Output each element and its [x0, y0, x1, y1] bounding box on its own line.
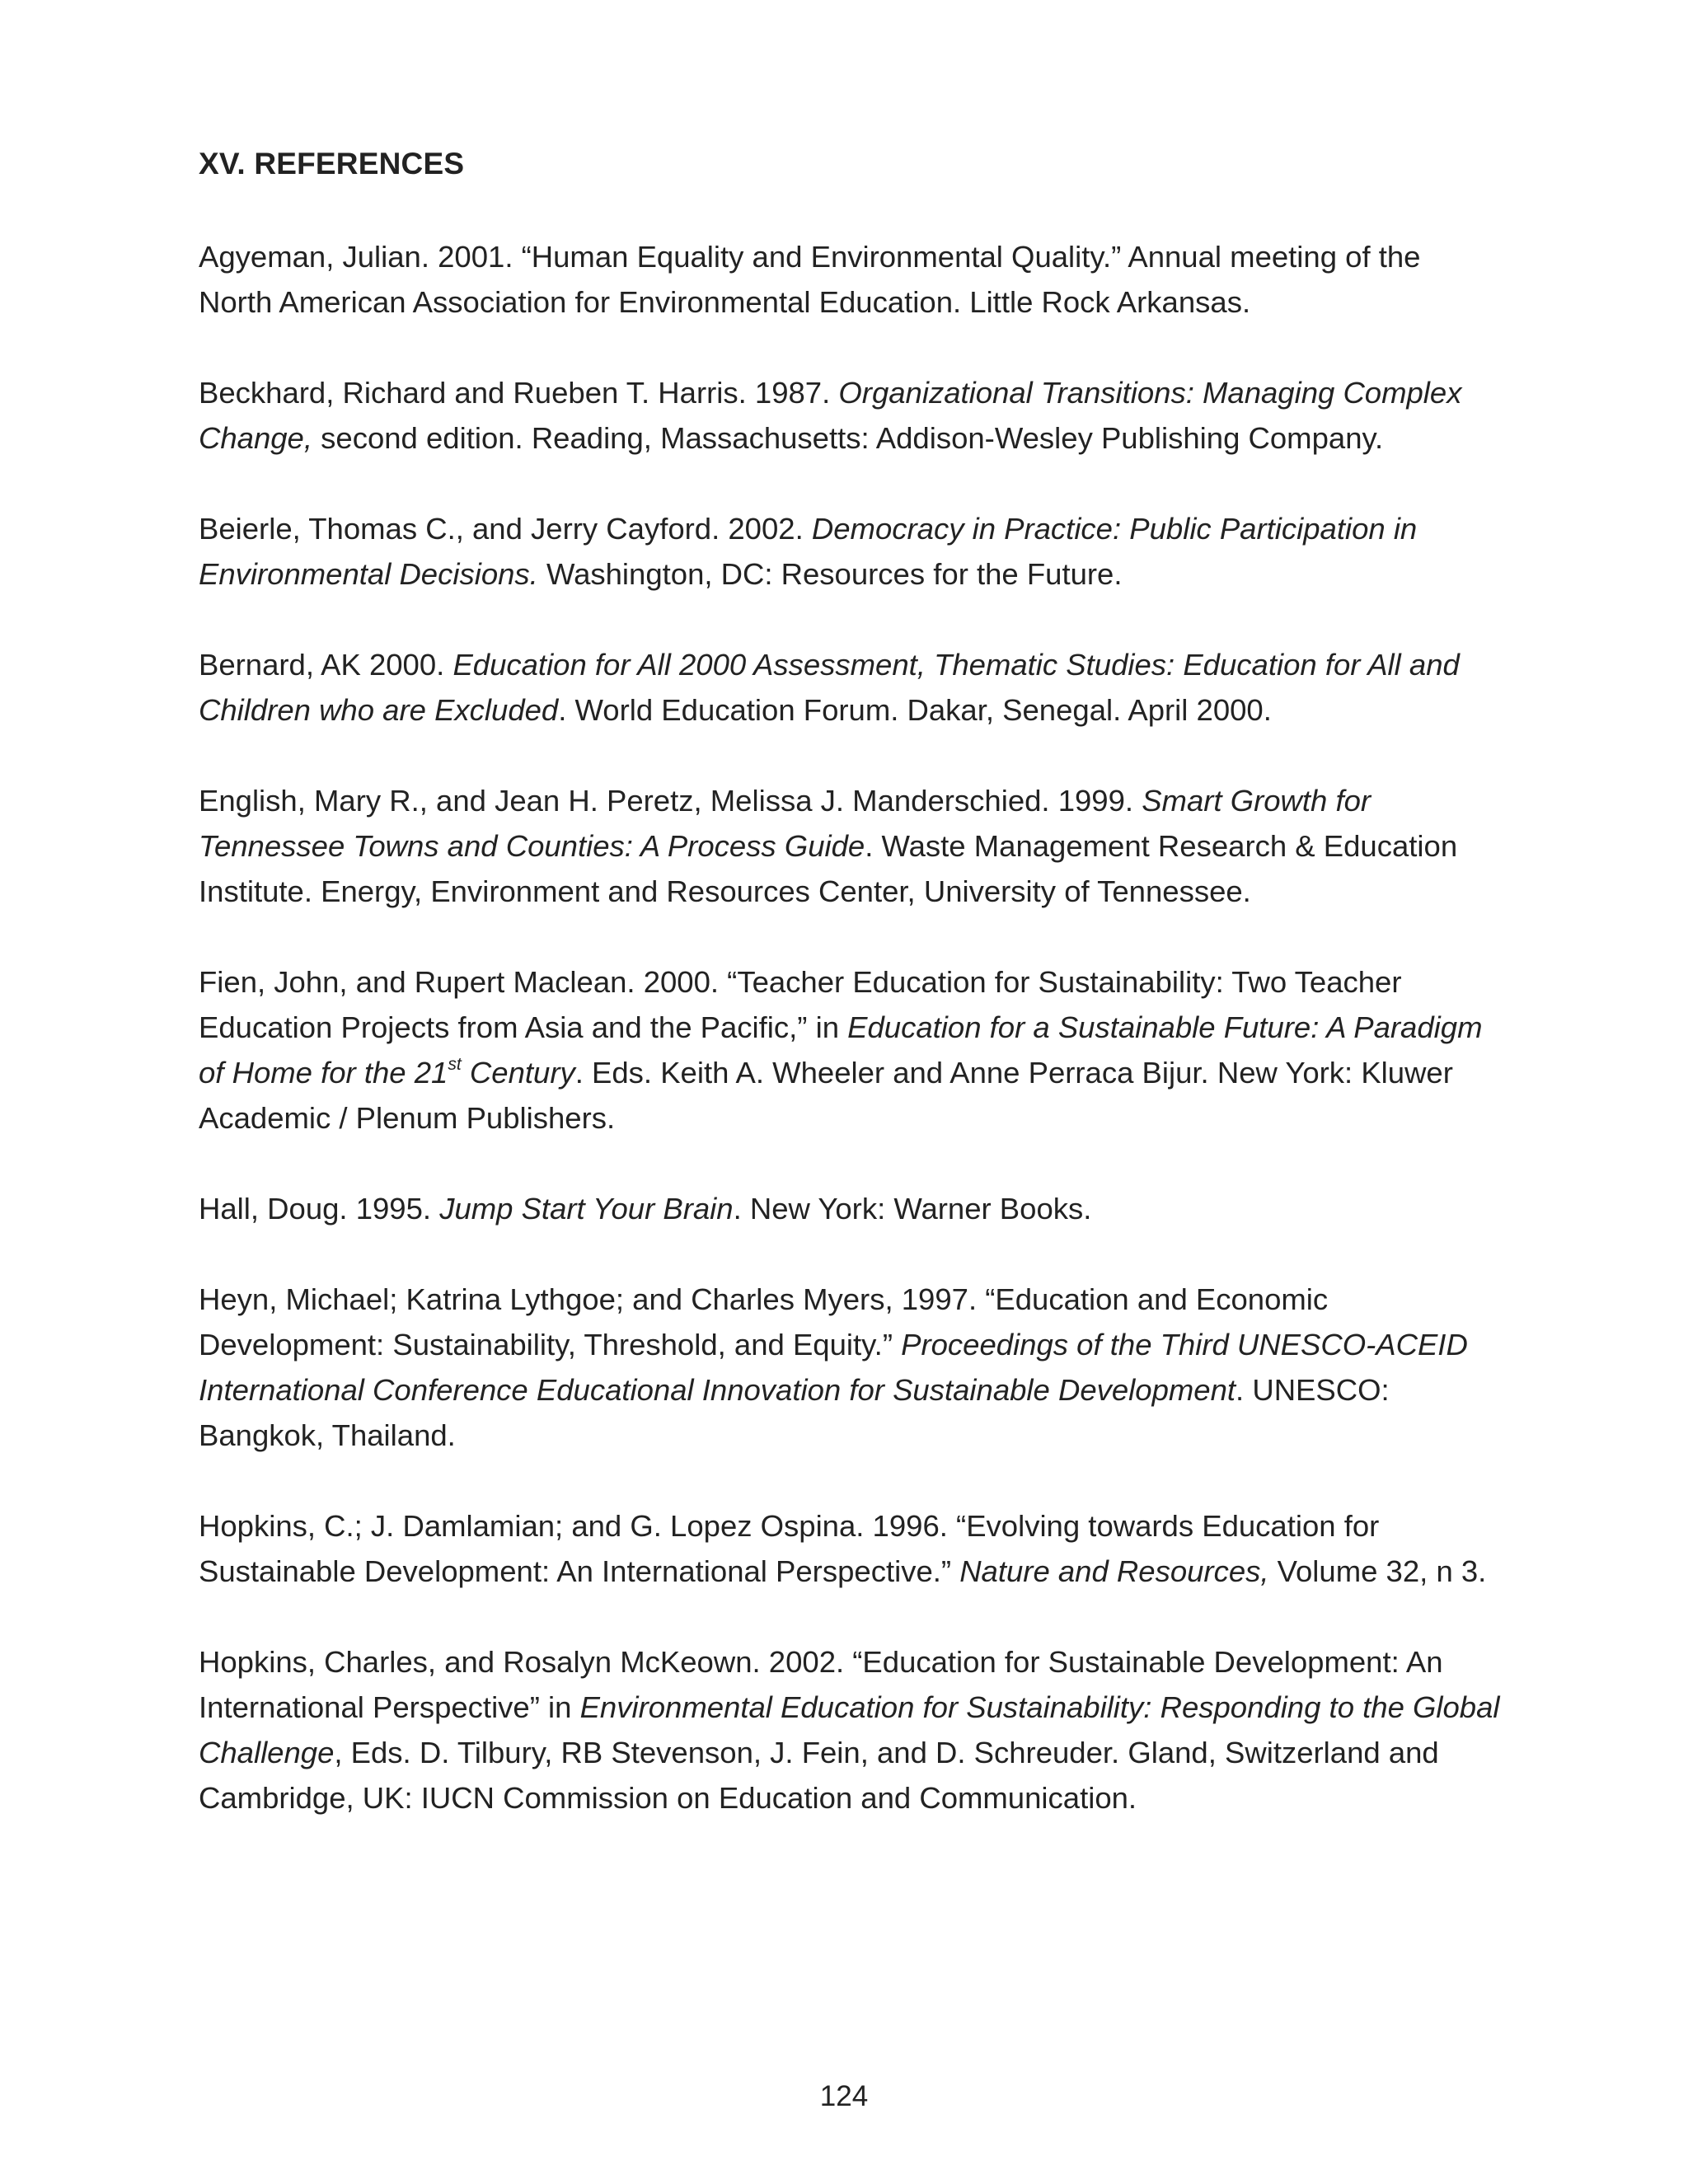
reference-text: st [448, 1055, 462, 1075]
reference-text: second edition. Reading, Massachusetts: Addison-Wesley Publishing Company. [312, 421, 1384, 455]
reference-text: Beckhard, Richard and Rueben T. Harris. 1987. [199, 376, 839, 410]
reference-text: Washington, DC: Resources for the Future. [537, 557, 1123, 591]
reference-text: Hopkins, Charles, and Rosalyn McKeown. 2002. “Education for Sustainable Development: An International Perspective” in [199, 1645, 1443, 1724]
reference-entry [199, 234, 1501, 325]
reference-entry [199, 370, 1501, 461]
reference-list [199, 234, 1501, 1866]
reference-entry [199, 778, 1501, 914]
reference-text: Beierle, Thomas C., and Jerry Cayford. 2002. [199, 512, 812, 546]
reference-title: Democracy in Practice: Public Participation in Environmental Decisions. [199, 512, 1418, 591]
reference-text: , Eds. D. Tilbury, RB Stevenson, J. Fein, and D. Schreuder. Gland, Switzerland and Cambridge, UK: IUCN Commission on Education and Communication. [199, 1736, 1439, 1815]
reference-text: . Eds. Keith A. Wheeler and Anne Perraca Bijur. New York: Kluwer Academic / Plenum Publishers. [199, 1056, 1453, 1135]
reference-entry [199, 642, 1501, 733]
reference-text: Heyn, Michael; Katrina Lythgoe; and Charles Myers, 1997. “Education and Economic Development: Sustainability, Threshold, and Equity.” [199, 1282, 1329, 1361]
reference-title: Century [461, 1056, 575, 1090]
reference-title: Smart Growth for Tennessee Towns and Counties: A Process Guide [199, 784, 1372, 863]
reference-text: . New York: Warner Books. [733, 1192, 1092, 1226]
reference-entry [199, 1503, 1501, 1594]
reference-title: Organizational Transitions: Managing Complex Change, [199, 376, 1462, 455]
reference-title: Education for a Sustainable Future: A Paradigm of Home for the 21 [199, 1010, 1483, 1090]
reference-text: Agyeman, Julian. 2001. “Human Equality and Environmental Quality.” Annual meeting of the North American Association for Environmental Education. Little Rock Arkansas. [199, 240, 1421, 319]
reference-text: Hall, Doug. 1995. [199, 1192, 440, 1226]
reference-text: Bernard, AK 2000. [199, 648, 453, 682]
reference-entry [199, 1277, 1501, 1458]
reference-superscript [448, 1055, 461, 1074]
reference-title: Nature and Resources, [959, 1554, 1269, 1588]
reference-title: Environmental Education for Sustainability: Responding to the Global Challenge [199, 1690, 1500, 1769]
reference-text: Volume 32, n 3. [1268, 1554, 1487, 1588]
section-heading: XV. REFERENCES [199, 147, 465, 180]
reference-text: . UNESCO: Bangkok, Thailand. [199, 1373, 1390, 1452]
reference-entry [199, 1186, 1501, 1231]
reference-title: Jump Start Your Brain [439, 1192, 734, 1226]
reference-text: English, Mary R., and Jean H. Peretz, Melissa J. Manderschied. 1999. [199, 784, 1142, 818]
reference-entry [199, 959, 1501, 1141]
reference-entry [199, 506, 1501, 597]
reference-title: Proceedings of the Third UNESCO-ACEID International Conference Educational Innovation for Sustainable Development [199, 1328, 1468, 1407]
reference-text: . Waste Management Research & Education Institute. Energy, Environment and Resources Center, University of Tennessee. [199, 829, 1458, 908]
reference-text: Fien, John, and Rupert Maclean. 2000. “Teacher Education for Sustainability: Two Teacher Education Projects from Asia and the Pacific,” in [199, 965, 1402, 1044]
reference-text: . World Education Forum. Dakar, Senegal. April 2000. [558, 693, 1272, 727]
page-number: 124 [819, 2080, 869, 2112]
reference-title: Education for All 2000 Assessment, Thematic Studies: Education for All and Children who are Excluded [199, 648, 1460, 727]
reference-text: Hopkins, C.; J. Damlamian; and G. Lopez Ospina. 1996. “Evolving towards Education for Sustainable Development: An International Perspective.” [199, 1509, 1380, 1588]
reference-entry [199, 1639, 1501, 1821]
